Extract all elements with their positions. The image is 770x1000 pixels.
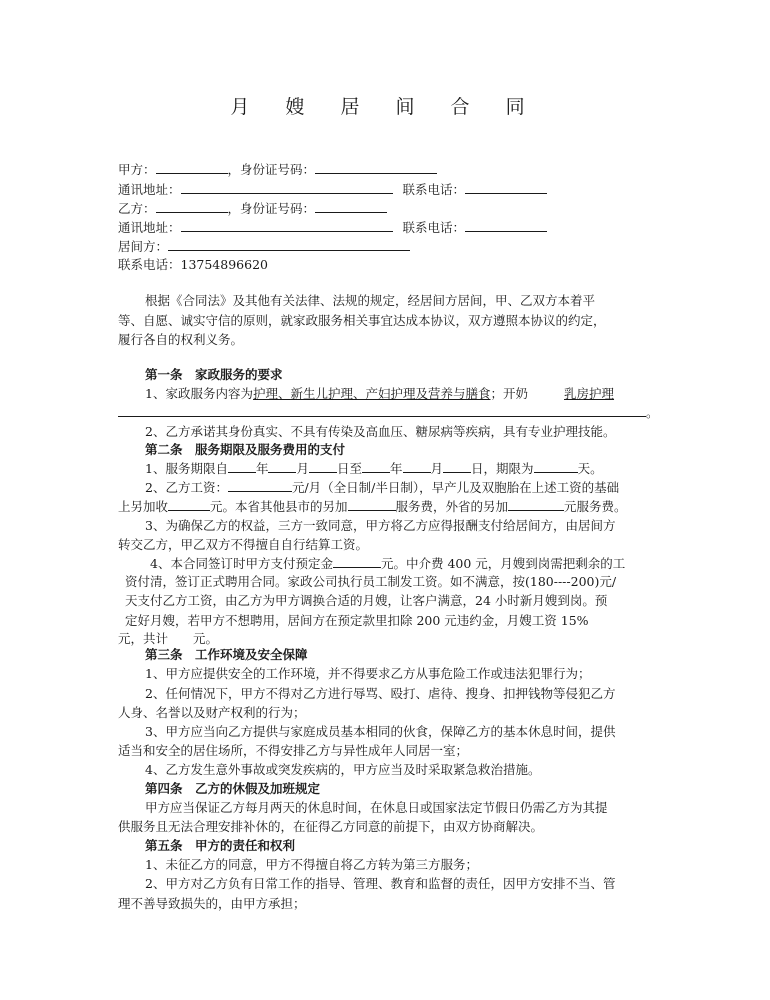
extra-charge-blank[interactable] bbox=[168, 497, 210, 511]
monthly-wage-blank[interactable] bbox=[228, 478, 292, 492]
party-a-name-blank[interactable] bbox=[156, 160, 228, 174]
document-title: 月 嫂 居 间 合 同 bbox=[230, 96, 540, 118]
broker-phone: 联系电话：13754896620 bbox=[118, 257, 268, 272]
article-5-heading: 第五条 甲方的责任和权利 bbox=[145, 838, 296, 853]
article-3-item-4: 4、乙方发生意外事故或突发疾病的，甲方应当及时采取紧急救治措施。 bbox=[145, 762, 541, 777]
intro-line-2: 等、自愿、诚实守信的原则，就家政服务相关事宜达成本协议，双方遵照本协议的约定， bbox=[118, 313, 606, 328]
article-1-heading: 第一条 家政服务的要求 bbox=[145, 367, 283, 382]
start-day-blank[interactable] bbox=[309, 459, 337, 473]
article-3-item-2-cont: 人身、名誉以及财产权利的行为； bbox=[118, 705, 306, 720]
party-a-id-label: ，身份证号码： bbox=[227, 162, 316, 177]
article-1-item-2: 2、乙方承诺其身份真实、不具有传染及高血压、糖尿病等疾病，具有专业护理技能。 bbox=[145, 424, 616, 439]
party-b-phone-label: 联系电话： bbox=[402, 220, 466, 235]
party-a-phone-label: 联系电话： bbox=[402, 182, 466, 197]
article-5-item-2: 2、甲方对乙方负有日常工作的指导、管理、教育和监督的责任，因甲方安排不当、管 bbox=[145, 876, 616, 891]
article-2-item-2-cont: 上另加收 元。本省其他县市的另加 服务费，外省的另加 元服务费。 bbox=[118, 499, 627, 514]
article-2-item-3: 3、为确保乙方的权益，三方一致同意，甲方将乙方应得报酬支付给居间方，由居间方 bbox=[145, 518, 616, 533]
party-b-address-label: 通讯地址： bbox=[118, 220, 181, 235]
broker-line bbox=[118, 237, 410, 256]
article-2-item-1: 1、服务期限自 年 月 日至 年 月 日，期限为 天。 bbox=[145, 461, 603, 476]
article-5-item-2-cont: 理不善导致损失的，由甲方承担； bbox=[118, 896, 306, 911]
broker-name-blank[interactable] bbox=[168, 237, 410, 251]
article-2-item-4: 4、本合同签订时甲方支付预定金 元。中介费 400 元，月嫂到岗需把剩余的工 bbox=[150, 556, 626, 571]
article-3-item-2: 2、任何情况下，甲方不得对乙方进行辱骂、殴打、虐待、搜身、扣押钱物等侵犯乙方 bbox=[145, 686, 616, 701]
article-1-item-1-cont: 。 bbox=[118, 403, 659, 422]
article-1-item-1: 1、家政服务内容为护理、新生儿护理、产妇护理及营养与膳食；开奶 乳房护理 bbox=[145, 385, 642, 403]
article-4-heading: 第四条 乙方的休假及加班规定 bbox=[145, 781, 321, 796]
article-2-item-4-cont-2: 天支付乙方工资，由乙方为甲方调换合适的月嫂，让客户满意，24 小时新月嫂到岗。预 bbox=[125, 593, 608, 608]
party-a-label: 甲方： bbox=[118, 162, 156, 177]
party-a-id-blank[interactable] bbox=[315, 160, 437, 174]
article-2-item-4-cont-3: 定好月嫂，若甲方不想聘用，居间方在预定款里扣除 200 元违约金，月嫂工资 15% bbox=[125, 613, 589, 628]
article-3-item-1: 1、甲方应提供安全的工作环境，并不得要求乙方从事危险工作或违法犯罪行为； bbox=[145, 666, 591, 681]
intro-line-1: 根据《合同法》及其他有关法律、法规的规定，经居间方居间，甲、乙双方本着平 bbox=[145, 293, 596, 308]
article-4-para-cont: 供服务且无法合理安排补休的，在征得乙方同意的前提下，由双方协商解决。 bbox=[118, 819, 544, 834]
article-3-heading: 第三条 工作环境及安全保障 bbox=[145, 647, 308, 662]
end-month-blank[interactable] bbox=[403, 459, 431, 473]
article-2-item-2: 2、乙方工资： 元/月（全日制/半日制），早产儿及双胞胎在上述工资的基础 bbox=[145, 480, 620, 495]
party-b-name-blank[interactable] bbox=[156, 199, 228, 213]
duration-blank[interactable] bbox=[534, 459, 578, 473]
article-2-item-4-cont-4: 元，共计 元。 bbox=[118, 631, 219, 646]
breast-care-field[interactable]: 乳房护理 bbox=[564, 386, 615, 401]
deposit-blank[interactable] bbox=[333, 554, 381, 568]
article-4-para: 甲方应当保证乙方每月两天的休息时间，在休息日或国家法定节假日仍需乙方为其提 bbox=[145, 800, 608, 815]
article-2-item-4-cont-1: 资付清，签订正式聘用合同。家政公司执行员工制发工资。如不满意，按(180----200)元/ bbox=[125, 574, 617, 589]
article-3-item-3: 3、甲方应当向乙方提供与家庭成员基本相同的伙食，保障乙方的基本休息时间，提供 bbox=[145, 724, 616, 739]
party-a-address-label: 通讯地址： bbox=[118, 182, 181, 197]
end-day-blank[interactable] bbox=[443, 459, 471, 473]
party-b-phone-blank[interactable] bbox=[465, 218, 547, 232]
article-3-item-3-cont: 适当和安全的居住场所，不得安排乙方与异性成年人同居一室； bbox=[118, 743, 469, 758]
party-b-id-blank[interactable] bbox=[315, 199, 387, 213]
party-a-phone-blank[interactable] bbox=[465, 180, 547, 194]
article-5-item-1: 1、未征乙方的同意，甲方不得擅自将乙方转为第三方服务； bbox=[145, 857, 478, 872]
start-month-blank[interactable] bbox=[268, 459, 296, 473]
party-a-address-line bbox=[118, 180, 547, 199]
party-a-line bbox=[118, 160, 437, 179]
end-year-blank[interactable] bbox=[362, 459, 390, 473]
party-a-address-blank[interactable] bbox=[181, 180, 393, 194]
service-extra-blank[interactable] bbox=[118, 403, 646, 417]
out-of-province-fee-blank[interactable] bbox=[508, 497, 564, 511]
article-2-heading: 第二条 服务期限及服务费用的支付 bbox=[145, 442, 346, 457]
start-year-blank[interactable] bbox=[228, 459, 256, 473]
county-fee-blank[interactable] bbox=[348, 497, 396, 511]
intro-line-3: 履行各自的权利义务。 bbox=[118, 332, 244, 347]
party-b-address-blank[interactable] bbox=[181, 218, 393, 232]
broker-label: 居间方： bbox=[118, 239, 169, 254]
article-2-item-3-cont: 转交乙方，甲乙双方不得擅自自行结算工资。 bbox=[118, 537, 369, 552]
party-b-line bbox=[118, 199, 387, 218]
party-b-address-line bbox=[118, 218, 547, 237]
party-b-id-label: ，身份证号码： bbox=[227, 201, 316, 216]
party-b-label: 乙方： bbox=[118, 201, 156, 216]
